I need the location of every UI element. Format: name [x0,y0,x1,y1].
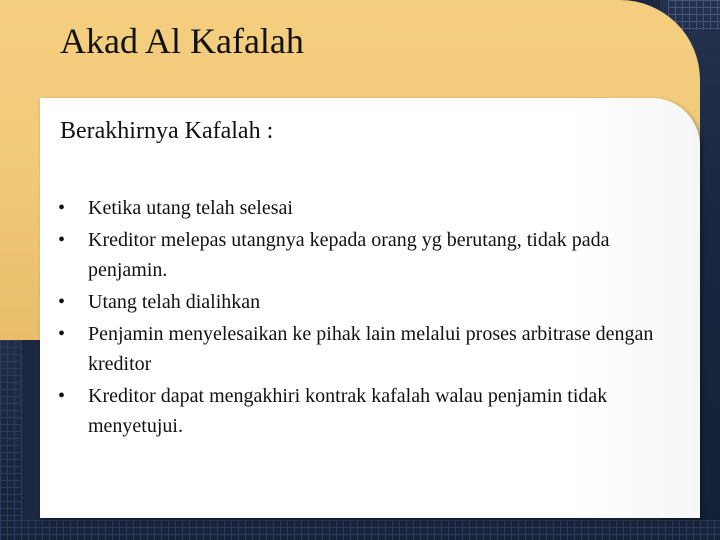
bullet-marker: • [58,197,66,219]
bullet-text: Kreditor dapat mengakhiri kontrak kafalah walau penjamin tidak menyetujui. [88,385,608,437]
bullet-text: Utang telah dialihkan [88,291,261,313]
bullet-text: Penjamin menyelesaikan ke pihak lain melalui proses arbitrase dengan kreditor [88,323,654,375]
slide-title: Akad Al Kafalah [60,21,304,61]
bullet-list [58,193,678,443]
bullet-text: Ketika utang telah selesai [88,197,293,219]
grid-pattern-left [0,340,22,540]
bullet-text: Kreditor melepas utangnya kepada orang yg berutang, tidak pada penjamin. [88,229,610,281]
bullet-marker: • [58,385,66,407]
grid-pattern-bottom [0,520,720,540]
bullet-item [58,287,678,317]
bullet-marker: • [58,291,66,313]
bullet-item [58,225,678,285]
bullet-item [58,319,678,379]
slide-subtitle: Berakhirnya Kafalah : [60,118,274,144]
bullet-marker: • [58,323,66,345]
bullet-item [58,381,678,441]
bullet-item [58,193,678,223]
bullet-marker: • [58,229,66,251]
